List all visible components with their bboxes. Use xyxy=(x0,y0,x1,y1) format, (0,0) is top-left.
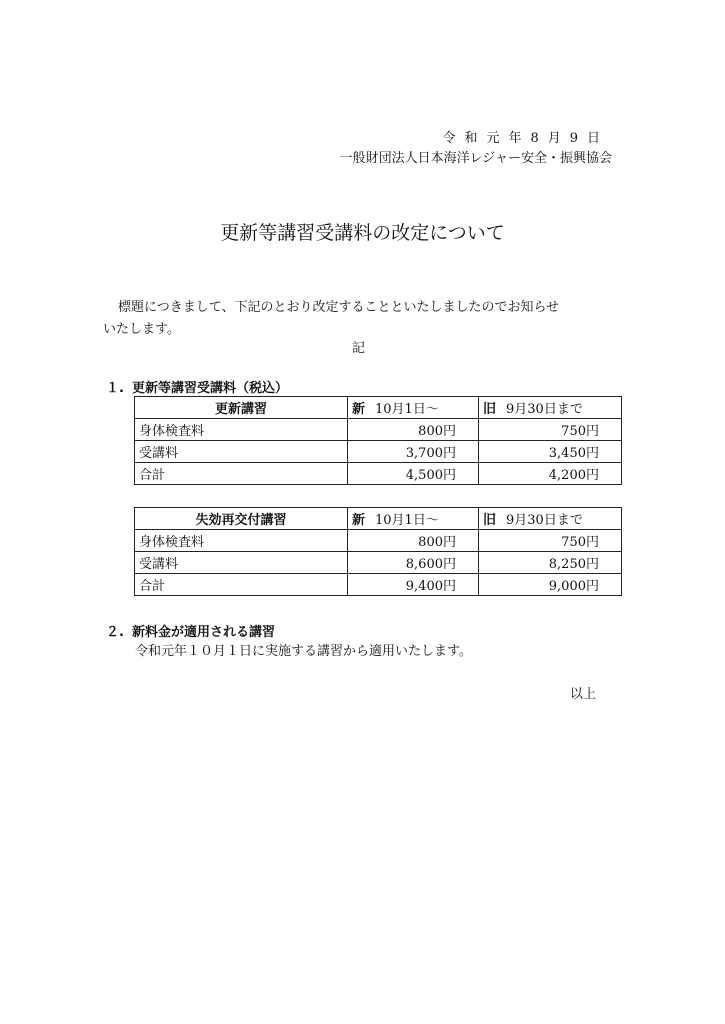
old-period-header xyxy=(479,508,622,530)
issuing-organization: 一般財団法人日本海洋レジャー安全・振興協会 xyxy=(339,151,612,166)
course-name-header: 失効再交付講習 xyxy=(135,508,348,530)
new-fee: 800円 xyxy=(348,419,479,441)
old-fee: 750円 xyxy=(479,419,622,441)
body-paragraph-line-1: 標題につきまして、下記のとおり改定することといたしましたのでお知らせ xyxy=(118,300,560,315)
old-fee: 9,000円 xyxy=(479,574,622,596)
new-tag: 新 xyxy=(352,513,366,528)
table-row xyxy=(135,419,622,441)
new-fee: 3,700円 xyxy=(348,441,479,463)
new-fee: 9,400円 xyxy=(348,574,479,596)
renewal-course-fee-table xyxy=(134,396,622,485)
row-label: 受講料 xyxy=(135,552,348,574)
ki-marker: 記 xyxy=(352,341,366,356)
table-header-row xyxy=(135,397,622,419)
old-fee: 8,250円 xyxy=(479,552,622,574)
old-period: 9月30日まで xyxy=(506,513,583,528)
old-period: 9月30日まで xyxy=(506,402,583,417)
table-row xyxy=(135,463,622,485)
closing-mark: 以上 xyxy=(570,687,597,702)
row-label: 受講料 xyxy=(135,441,348,463)
section-2-heading: 新料金が適用される講習 xyxy=(132,625,276,640)
table-header-row xyxy=(135,508,622,530)
reissue-course-fee-table xyxy=(134,507,622,596)
section-2-text: 令和元年１０月１日に実施する講習から適用いたします。 xyxy=(135,644,472,659)
document-title: 更新等講習受講料の改定について xyxy=(220,222,505,244)
row-label: 身体検査料 xyxy=(135,419,348,441)
old-fee: 3,450円 xyxy=(479,441,622,463)
table-row xyxy=(135,530,622,552)
row-label: 合計 xyxy=(135,574,348,596)
table-row xyxy=(135,574,622,596)
new-fee: 8,600円 xyxy=(348,552,479,574)
table-row xyxy=(135,552,622,574)
document-date: 令和元年8月9日 xyxy=(442,131,609,146)
new-fee: 800円 xyxy=(348,530,479,552)
row-label: 身体検査料 xyxy=(135,530,348,552)
new-tag: 新 xyxy=(352,402,366,417)
row-label: 合計 xyxy=(135,463,348,485)
new-period-header xyxy=(348,508,479,530)
section-1-number: １. xyxy=(106,381,124,396)
old-tag: 旧 xyxy=(483,513,497,528)
new-period: 10月1日～ xyxy=(375,402,439,417)
section-2-number: ２. xyxy=(106,625,124,640)
old-fee: 750円 xyxy=(479,530,622,552)
old-period-header xyxy=(479,397,622,419)
old-fee: 4,200円 xyxy=(479,463,622,485)
new-period-header xyxy=(348,397,479,419)
new-fee: 4,500円 xyxy=(348,463,479,485)
course-name-header: 更新講習 xyxy=(135,397,348,419)
section-1-heading: 更新等講習受講料（税込） xyxy=(132,381,289,396)
body-paragraph-line-2: いたします。 xyxy=(103,322,180,337)
new-period: 10月1日～ xyxy=(375,513,439,528)
old-tag: 旧 xyxy=(483,402,497,417)
table-row xyxy=(135,441,622,463)
